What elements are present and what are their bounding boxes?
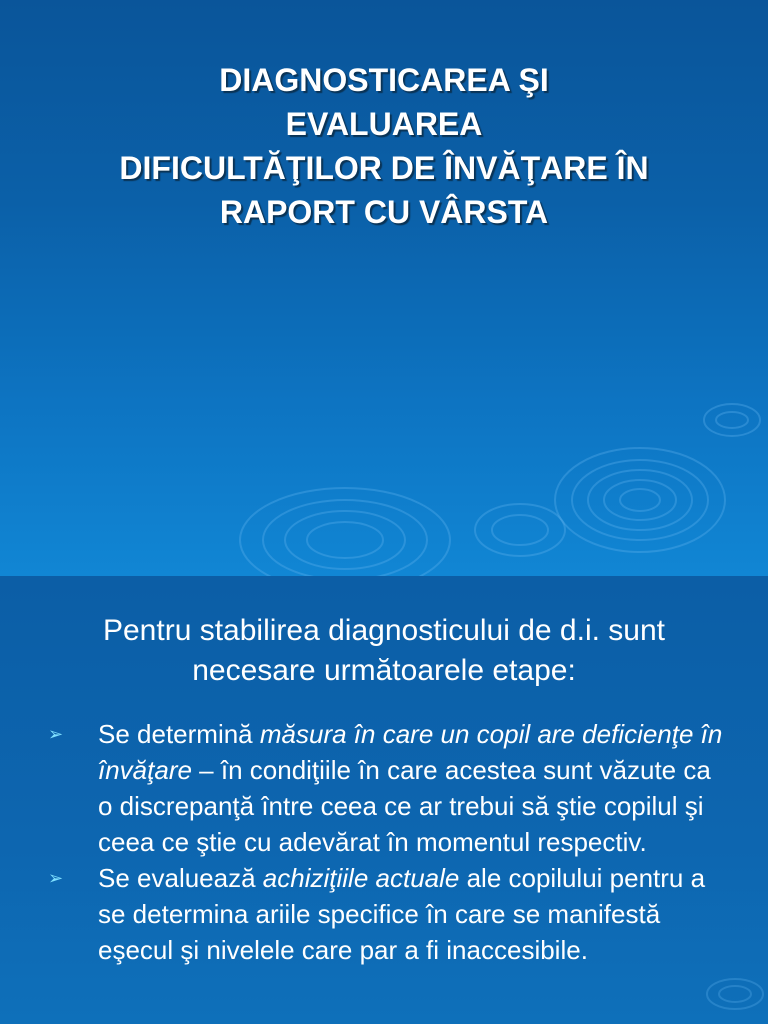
bullet-text-prefix: Se determină [98, 719, 260, 749]
slide-title [20, 58, 748, 234]
bullet-text-emphasis: achiziţiile actuale [262, 863, 460, 893]
bullet-text-prefix: Se evaluează [98, 863, 263, 893]
title-line: EVALUAREA [285, 106, 483, 142]
arrow-bullet-icon: ➢ [48, 724, 64, 744]
bullet-text-emphasis: măsura în care un copil are deficienţe în învăţare [98, 719, 723, 785]
title-line: DIFICULTĂŢILOR DE ÎNVĂŢARE ÎN [119, 150, 649, 186]
intro-text [30, 611, 738, 691]
list-item [0, 716, 768, 860]
list-item [0, 860, 768, 968]
intro-line: Pentru stabilirea diagnosticului de d.i. sunt [102, 614, 665, 647]
bullet-list [0, 716, 768, 968]
title-line: RAPORT CU VÂRSTA [219, 194, 549, 230]
arrow-bullet-icon: ➢ [48, 868, 64, 888]
bullet-text-suffix: – în condiţiile în care acestea sunt văzute ca o discrepanţă între ceea ce ar trebui să ştie copilul şi ceea ce ştie cu adevărat în momentul respectiv. [98, 755, 711, 857]
bullet-text-suffix: ale copilului pentru a se determina ariile specifice în care se manifestă eşecul şi nivelele care par a fi inaccesibile. [98, 863, 706, 965]
title-line: DIAGNOSTICAREA ŞI [219, 62, 549, 98]
intro-line: necesare următoarele etape: [192, 654, 576, 687]
content-slide [0, 576, 768, 1024]
